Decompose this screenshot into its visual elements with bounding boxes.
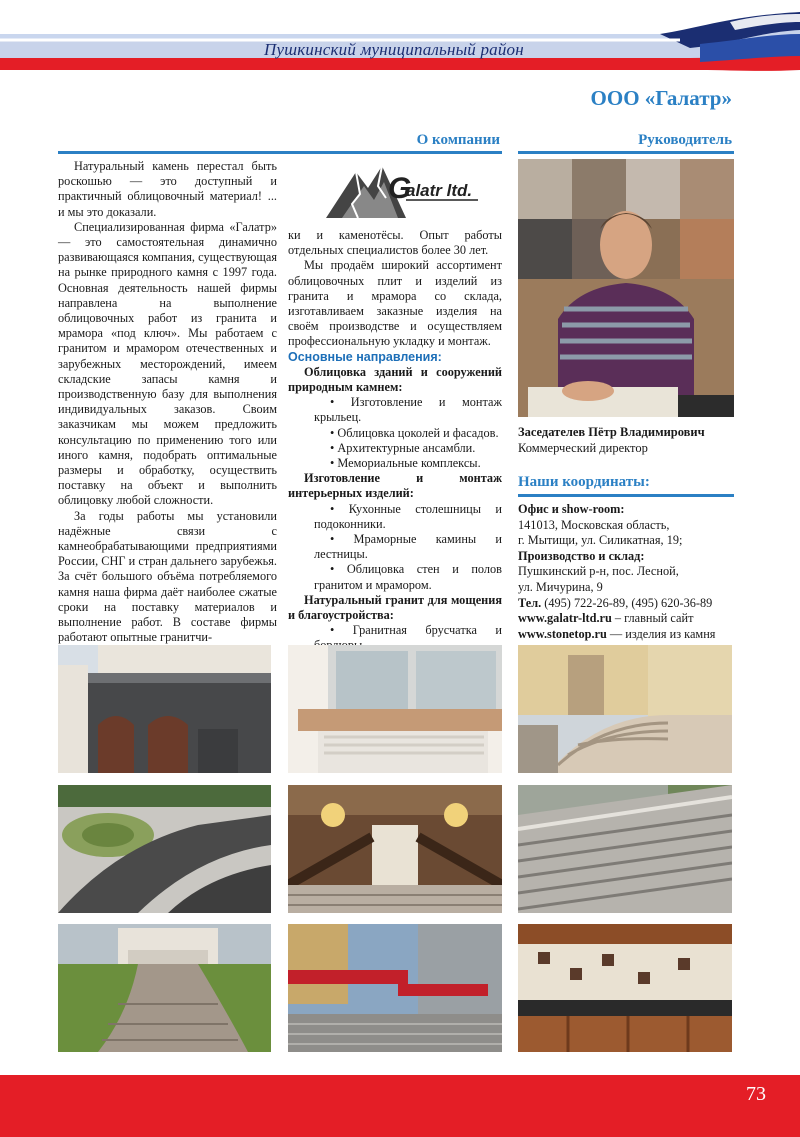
photo-staircase-hall	[288, 785, 502, 913]
paragraph: Натуральный камень перестал быть роскошью — это доступный и практичный облицовочный материал! ... и мы это доказали.	[58, 159, 277, 219]
website-desc: — изделия из камня	[609, 626, 716, 641]
list-item: • Облицовка стен и полов гранитом и мрамором.	[288, 562, 502, 592]
company-name: ООО «Галатр»	[590, 86, 732, 110]
photo-granite-steps	[518, 785, 732, 913]
list-item: • Изготовление и монтаж крыльец.	[288, 395, 502, 425]
paragraph: Специализированная фирма «Галатр» — это самостоятельная динамично развивающаяся компания, существующая на рынке природного камня с 1997 года. Основная деятельность нашей фирмы направлена на выполнение облицовочных работ из гранита и мрамора «под ключ». Мы работаем с гранитом и мрамором отечественных и зарубежных месторождений, имеем складские запасы камня и производственную базу для выполнения индивидуальных заказов. Своим заказчикам мы можем предложить консультацию по применению того или иного камня, подобрать оптимальные размеры и обработку, осуществить поставку на объект и выполнить облицовку любой сложности.	[58, 219, 277, 508]
logo-mark-icon	[322, 160, 482, 222]
paragraph: Мы продаём широкий ассортимент облицовочных плит и изделий из гранита и мрамора со склада, изготавливаем заказные изделия на своём производстве и осуществляем профессиональную укладку и монтаж.	[288, 258, 502, 349]
photo-shopping-center	[288, 924, 502, 1052]
text-column-2	[288, 228, 502, 699]
production-address: ул. Мичурина, 9	[518, 579, 603, 594]
website-desc: – главный сайт	[614, 611, 694, 626]
phone-line	[518, 596, 736, 612]
contacts-block	[518, 502, 736, 642]
directions-heading: Основные направления:	[288, 349, 442, 364]
paragraph: За годы работы мы установили надёжные связи с камнеобрабатывающими предприятиями России, СНГ и стран дальнего зарубежья. За счёт большого объёма потребляемого камня наша фирма даёт наиболее сжатые сроки на поставку материалов и выполнение работ. В составе фирмы работают опытные гранитчи-	[58, 508, 277, 645]
list-item: • Мемориальные комплексы.	[288, 456, 502, 471]
director-name: Заседателев Пётр Владимирович	[518, 425, 705, 439]
photo-garden-path	[58, 924, 271, 1052]
office-address: г. Мытищи, ул. Силикатная, 19;	[518, 533, 683, 548]
galatr-logo	[322, 160, 482, 222]
office-label: Офис и show-room:	[518, 502, 625, 516]
website-line	[518, 627, 736, 643]
photo-paving-pattern	[58, 785, 271, 913]
list-item: • Гранитная брусчатка и	[288, 623, 502, 653]
production-label: Производство и склад:	[518, 548, 645, 563]
logo-letter: G	[388, 172, 412, 205]
website-link[interactable]: www.stonetop.ru	[518, 626, 607, 641]
photo-windowsill	[288, 645, 502, 773]
director-caption	[518, 425, 738, 456]
group-heading: Облицовка зданий и сооружений природным камнем:	[288, 364, 502, 395]
section-head-title: Руководитель	[638, 132, 732, 148]
page-number: 73	[746, 1083, 766, 1105]
website-line	[518, 611, 736, 627]
photo-kitchen	[518, 924, 732, 1052]
contacts-title: Наши координаты:	[518, 474, 650, 490]
section-about-title: О компании	[416, 132, 500, 148]
director-photo	[518, 159, 734, 417]
section-divider	[58, 151, 502, 154]
office-address: 141013, Московская область,	[518, 517, 670, 532]
list-item: • Кухонные столешницы и подоконники.	[288, 502, 502, 532]
director-position: Коммерческий директор	[518, 440, 648, 455]
section-divider	[518, 494, 734, 497]
footer-bar	[0, 1075, 800, 1137]
region-title: Пушкинский муниципальный район	[264, 40, 524, 59]
list-item: • Архитектурные ансамбли.	[288, 441, 502, 456]
section-divider	[518, 151, 734, 154]
photo-facade	[58, 645, 271, 773]
group-heading: Изготовление и монтаж интерьерных изделий:	[288, 471, 502, 501]
website-link[interactable]: www.galatr-ltd.ru	[518, 611, 612, 626]
photo-porch	[518, 645, 732, 773]
phone-label: Тел.	[518, 595, 542, 610]
paragraph: ки и каменотёсы. Опыт работы отдельных специалистов более 30 лет.	[288, 228, 502, 258]
group-heading: Натуральный гранит для мощения и благоустройства:	[288, 592, 502, 623]
list-item: • Мраморные камины и лестницы.	[288, 532, 502, 562]
logo-text: alatr ltd.	[406, 181, 473, 200]
list-item: • Облицовка цоколей и фасадов.	[288, 426, 502, 441]
phone-numbers: (495) 722-26-89, (495) 620-36-89	[544, 595, 713, 610]
production-address: Пушкинский р-н, пос. Лесной,	[518, 564, 679, 579]
text-column-1	[58, 159, 277, 646]
